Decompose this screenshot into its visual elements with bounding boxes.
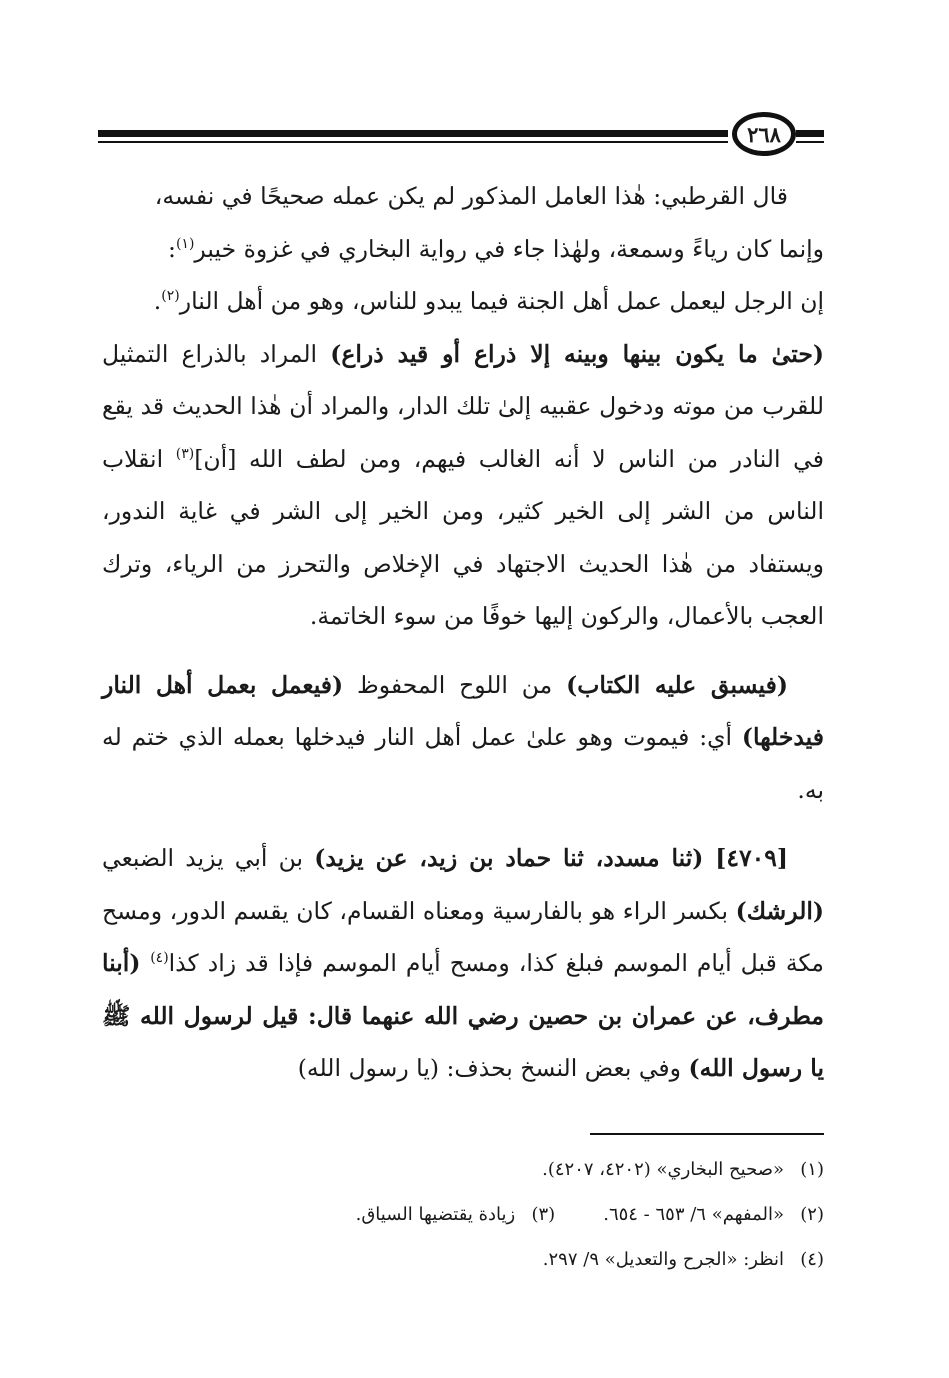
p1-line-3: إن الرجل ليعمل عمل أهل الجنة فيما يبدو للناس، وهو من أهل النار xyxy=(179,287,824,315)
p4-text-2: بكسر الراء هو بالفارسية ومعناه القسام، كان يقسم الدور، ومسح مكة قبل أيام الموسم فبلغ كذا، ومسح أيام الموسم فإذا قد زاد كذا xyxy=(102,896,824,977)
footnote-3-text: زيادة يقتضيها السياق. xyxy=(355,1204,516,1225)
footnote-ref-4[interactable]: (٤) xyxy=(150,950,169,967)
p4-text-1: بن أبي يزيد الضبعي xyxy=(102,844,315,872)
p3-text-2: أي: فيموت وهو علىٰ عمل أهل النار فيدخلها بعمله الذي ختم له به. xyxy=(102,723,824,804)
main-text xyxy=(102,170,824,1095)
header-rule-right-thick xyxy=(796,130,824,137)
footnote-4-number: (٤) xyxy=(800,1249,824,1270)
footnote-ref-1[interactable]: (١) xyxy=(175,235,195,252)
page-number-badge xyxy=(732,112,796,156)
footnote-4 xyxy=(102,1237,824,1282)
p2-text-2: انقلاب الناس من الشر إلى الخير كثير، ومن الخير إلى الشر في غاية الندور، ويستفاد من هٰذا الحديث الاجتهاد في الإخلاص والتحرز من الرياء، وترك العجب بالأعمال، والركون إليها خوفًا من سوء الخاتمة. xyxy=(102,444,824,630)
footnote-3-number: (٣) xyxy=(531,1204,556,1225)
p4-bold-2: (الرشك) xyxy=(735,896,824,925)
footnote-1 xyxy=(102,1147,824,1192)
page-number: ٢٦٨ xyxy=(747,121,781,147)
p1-line-2-colon: : xyxy=(168,234,176,263)
footnote-separator xyxy=(590,1133,824,1135)
footnote-1-text: «صحيح البخاري» (٤٢٠٢، ٤٢٠٧). xyxy=(542,1159,784,1180)
p1-line-2: وإنما كان رياءً وسمعة، ولهٰذا جاء في رواية البخاري في غزوة خيبر xyxy=(194,234,824,263)
p2-bold-quote: (حتىٰ ما يكون بينها وبينه إلا ذراع أو قيد ذراع) xyxy=(330,339,824,368)
header-rule-thin xyxy=(98,141,728,143)
paragraph-3 xyxy=(102,659,824,817)
p1-line-3-period: . xyxy=(153,287,162,315)
header-rule-thick xyxy=(98,130,728,137)
p4-bold-1: [٤٧٠٩] (ثنا مسدد، ثنا حماد بن زيد، عن يزيد) xyxy=(314,844,788,872)
footnote-2-3 xyxy=(102,1192,824,1237)
p4-text-3: وفي بعض النسخ بحذف: (يا رسول الله) xyxy=(297,1054,689,1082)
footnote-1-number: (١) xyxy=(800,1159,824,1180)
footnote-2-number: (٢) xyxy=(800,1204,824,1225)
p2-text-1: المراد بالذراع التمثيل للقرب من موته ودخول عقبيه إلىٰ تلك الدار، والمراد أن هٰذا الحديث قد يقع في النادر من الناس لا أنه الغالب فيهم، ومن لطف الله [أن] xyxy=(102,339,824,473)
footnote-ref-2[interactable]: (٢) xyxy=(161,288,180,305)
footnotes xyxy=(102,1147,824,1282)
paragraph-1 xyxy=(102,170,824,328)
header-rule-right-thin xyxy=(796,141,824,143)
footnote-2-text: «المفهم» ٦/ ٦٥٣ - ٦٥٤. xyxy=(603,1204,784,1225)
p3-bold-1: (فيسبق عليه الكتاب) xyxy=(566,670,788,699)
footnote-ref-3[interactable]: (٣) xyxy=(175,445,195,462)
footnote-4-text: انظر: «الجرح والتعديل» ٩/ ٢٩٧. xyxy=(542,1249,784,1270)
p4-bold-3: (أبنا مطرف، عن عمران بن حصين رضي الله عنهما قال: قيل لرسول الله ﷺ يا رسول الله) xyxy=(102,949,824,1082)
p3-bold-2: (فيعمل بعمل أهل النار فيدخلها) xyxy=(102,670,824,751)
p3-text-1: من اللوح المحفوظ xyxy=(343,670,567,699)
page-header xyxy=(98,112,824,156)
paragraph-4 xyxy=(102,832,824,1095)
p1-line-1: قال القرطبي: هٰذا العامل المذكور لم يكن عمله صحيحًا في نفسه، xyxy=(154,182,788,210)
paragraph-2 xyxy=(102,328,824,643)
